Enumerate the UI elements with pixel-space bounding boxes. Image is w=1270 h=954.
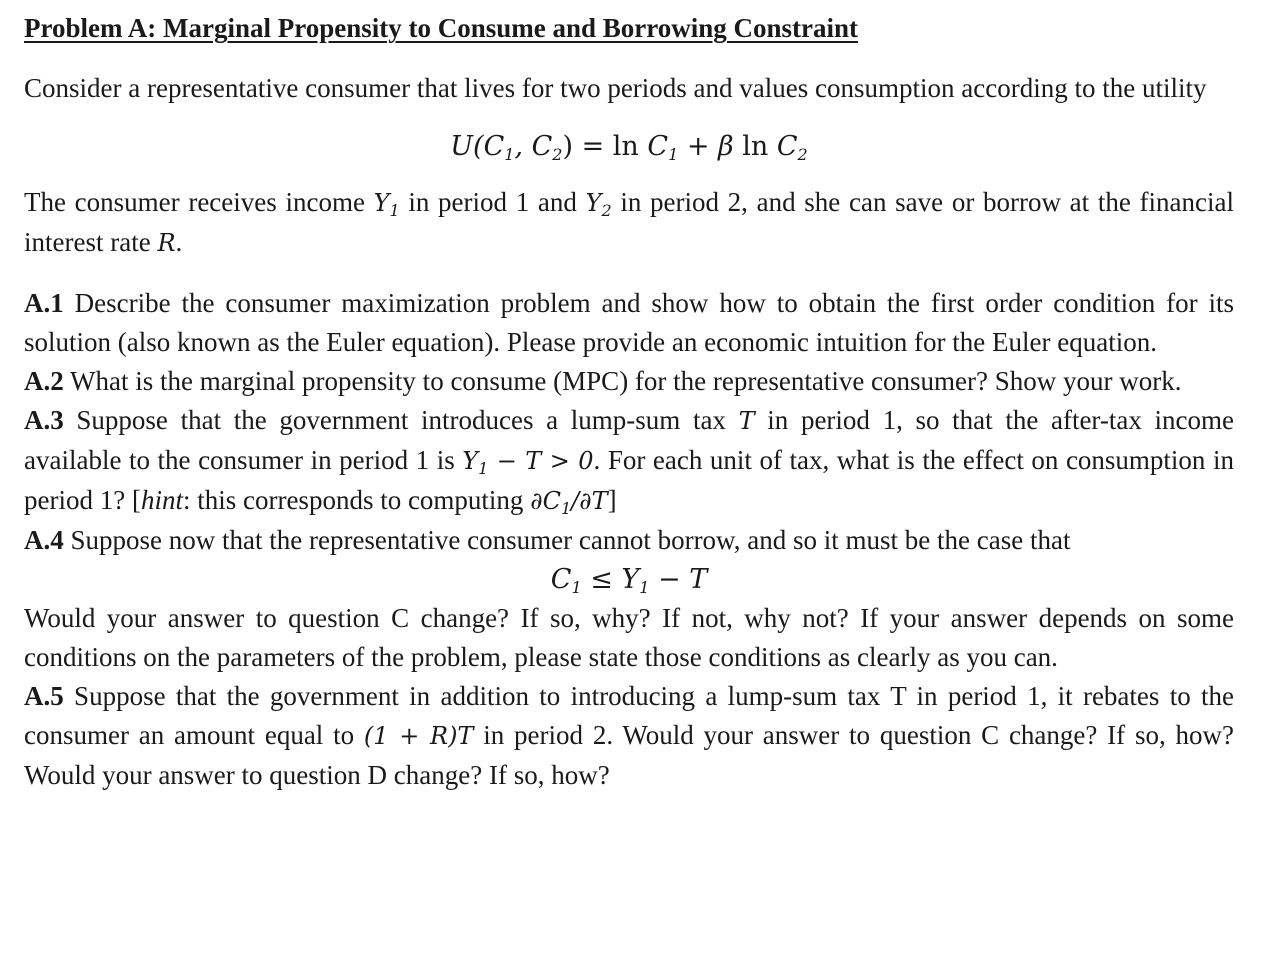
income-paragraph: The consumer receives income $Y_1$ in period 1 and $Y_2$ in period 2, and she can save or borrow at the financial interest rate R. xyxy=(24,187,1234,257)
question-a2: A.2 What is the marginal propensity to consume (MPC) for the representative consumer? Show your work. xyxy=(24,366,1182,396)
spacer xyxy=(24,108,1234,127)
intro-paragraph: Consider a representative consumer that lives for two periods and values consumption according to the utility xyxy=(24,73,1207,103)
utility-equation: $U(C_1$, $C_2) = \ln C_1 + \beta$ $\ln C_2$ xyxy=(450,131,808,164)
problem-title: Problem A: Marginal Propensity to Consume and Borrowing Constraint xyxy=(24,13,859,43)
question-a3: A.3 Suppose that the government introduces a lump-sum tax T in period 1, so that the after-tax income available to the consumer in period 1 is $Y_1 - T > 0$. For each unit of tax, what is the effect on consumption in period 1? [hint: this corresponds to computing $\partial C_1/\partial T$] xyxy=(24,405,1234,518)
spacer xyxy=(24,48,1234,69)
question-a4: A.4 Suppose now that the representative consumer cannot borrow, and so it must be the case that xyxy=(24,525,1071,555)
question-a4-followup: Would your answer to question C change? If so, why? If not, why not? If your answer depends on some conditions on the parameters of the problem, please state those conditions as clearly as you can. xyxy=(24,603,1234,672)
borrowing-constraint-equation: $C_1 \le Y_1 - T$ xyxy=(550,564,708,597)
spacer xyxy=(24,263,1234,284)
problem-document xyxy=(24,8,1234,795)
question-a5: A.5 Suppose that the government in addition to introducing a lump-sum tax T in period 1, it rebates to the consumer an amount equal to (1 + R)T in period 2. Would your answer to question C change? If so, how? Would your answer to question D change? If so, how? xyxy=(24,681,1234,790)
question-a1: A.1 Describe the consumer maximization problem and show how to obtain the first order condition for its solution (also known as the Euler equation). Please provide an economic intuition for the Euler equation. xyxy=(24,288,1234,357)
spacer xyxy=(24,166,1234,183)
